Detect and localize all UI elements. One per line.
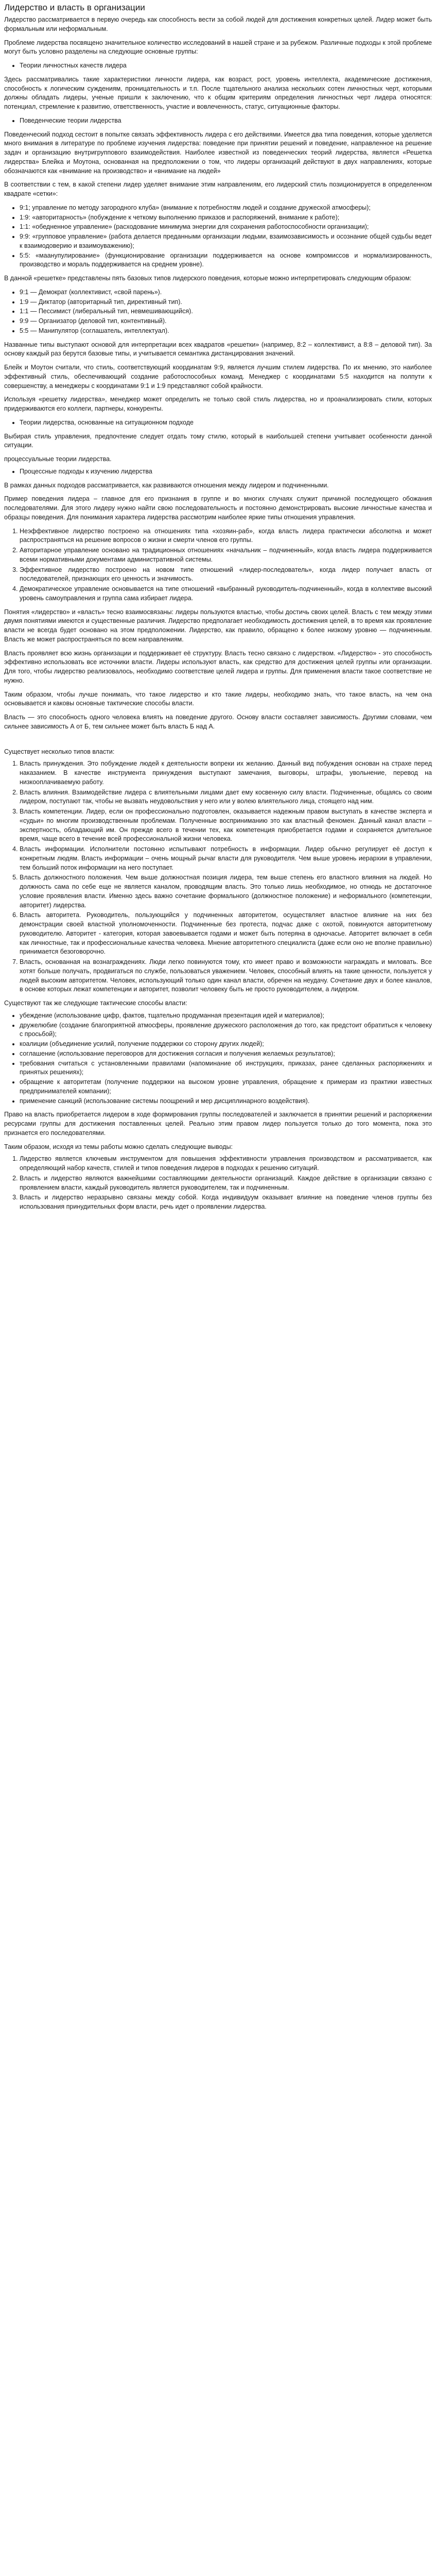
paragraph: Проблеме лидерства посвящено значительное количество исследований в нашей стране и за рубежом. Различные подходы к этой проблеме могут быть условно разделены на следующие основные группы: [4, 39, 432, 56]
list-item: • соглашение (использование переговоров для достижения согласия и получения желаемых результатов); [20, 1049, 432, 1059]
list-item: • Процессные подходы к изучению лидерства [20, 467, 432, 477]
paragraph: Блейк и Моутон считали, что стиль, соответствующий координатам 9:9, является лучшим стилем лидерства. По их мнению, это наиболее эффективный стиль, обеспечивающий создание работоспособных команд. Менеджер с координатами 5:5 находится на полпути к совершенству, а менеджеры с координатами 9:1 и 1:9 представляют собой крайности. [4, 364, 432, 389]
paragraph: Понятия «лидерство» и «власть» тесно взаимосвязаны: лидеры пользуются властью, чтобы достичь своих целей. Власть с тем между этими двумя понятиями имеются и существенные различия. Лидерство предполагает необходимость достижения целей, в то время как проявление власти не всегда будет основано на этом предположении. Лидерство, как правило, обращено к более низкому уровню — подчиненным. Власть же может распространяться по всем направлениям. [4, 608, 432, 643]
list-item: • дружелюбие (создание благоприятной атмосферы, проявление дружеского расположения до того, как предстоит обратиться к человеку с просьбой); [20, 1021, 432, 1040]
list-item: • 1:9 — Диктатор (авторитарный тип, директивный тип). [20, 298, 432, 307]
paragraph: Право на власть приобретается лидером в ходе формирования группы последователей и заключается в принятии решений и распоряжении ресурсами группы для достижения поставленных целей. Реально этим правом лидер пользуется только до того момента, пока это признается его последователями. [4, 1111, 432, 1137]
theory-group-list [4, 116, 432, 126]
paragraph: Выбирая стиль управления, предпочтение следует отдать тому стилю, который в наибольшей степени учитывает особенности данной ситуации. [4, 432, 432, 449]
paragraph: Власть проявляет всю жизнь организации и поддерживает её структуру. Власть тесно связано с лидерством. «Лидерство» - это способность эффективно использовать все источники власти. Лидеры используют власть, как средство для достижения целей группы или организации. Для того, чтобы лидерство реализовалось, необходимо соответствие целей лидера и группы. Для применения власти такое соответствие не нужно. [4, 649, 432, 684]
paragraph: Здесь рассматривались такие характеристики личности лидера, как возраст, рост, уровень интеллекта, академические достижения, способность к логическим суждениям, проницательность и т.п. После тщательного анализа нескольких сотен личностных черт, которыми должны обладать лидеры, ученые пришли к заключению, что к общим критериям определения личностных черт лидера относятся: потенциал, стремление к развитию, ответственность, участие и вовлеченность, статус, ситуационные факторы. [4, 75, 432, 111]
list-item: 1. Лидерство является ключевым инструментом для повышения эффективности управления производством и рассматривается, как определяющий набор качеств, стилей и типов поведения лидеров в подходах к решению ситуаций. [20, 1155, 432, 1173]
paragraph: В соответствии с тем, в какой степени лидер уделяет внимание этим направлениям, его лидерский стиль позиционируется в определенном квадрате «сетки»: [4, 181, 432, 198]
list-item: 2. Власть влияния. Взаимодействие лидера с влиятельными лицами дает ему косвенную силу власти. Подчиненные, общаясь со своим лидером, поступают так, чтобы не вызвать неудовольствия у него или у волею влиятельного лица, стоящего над ним. [20, 788, 432, 807]
theory-group-list [4, 418, 432, 428]
power-types-list [4, 759, 432, 994]
paragraph: Власть — это способность одного человека влиять на поведение другого. Основу власти составляет зависимость. Другими словами, чем сильнее зависимость А от Б, тем сильнее может быть власть Б над А. [4, 714, 432, 730]
page-title: Лидерство и власть в организации [4, 3, 145, 12]
list-item: 6. Власть авторитета. Руководитель, пользующийся у подчиненных авторитетом, осуществляет властное влияние на них без демонстрации своей властной уполномоченности. Подчиненные без протеста, подчас даже с охотой, повинуются авторитетному руководителю. Авторитет - категория, которая завоевывается годами и может быть потеряна в одночасье. Авторитет включает в себя как личностные, так и профессиональные качества человека. Мнение авторитетного специалиста (даже если оно не вполне правильно) принимается безоговорочно. [20, 911, 432, 957]
paragraph: В данной «решетке» представлены пять базовых типов лидерского поведения, которые можно интерпретировать следующим образом: [4, 275, 412, 282]
paragraph: Названные типы выступают основой для интерпретации всех квадратов «решетки» (например, 8:2 – коллективист, а 8:8 – деловой тип). За основу каждый раз берутся базовые типы, и учитывается семантика дистанцирования значений. [4, 341, 432, 358]
list-item: • коалиции (объединение усилий, получение поддержки со сторону других людей); [20, 1040, 432, 1049]
list-item: • 1:1: «обедненное управление» (расходование минимума энергии для сохранения работоспособности организации); [20, 223, 432, 232]
list-item: • 9:9 — Организатор (деловой тип, контентивный). [20, 317, 432, 326]
list-item: • 1:9: «авторитарность» (побуждение к четкому выполнению приказов и распоряжений, внимание к работе); [20, 213, 432, 223]
list-item: • Теории лидерства, основанные на ситуационном подходе [20, 418, 432, 428]
list-item: 4. Демократическое управление основывается на типе отношений «выбранный руководитель-подчиненный», когда в коллективе высокий уровень самоуправления и группа сама избирает лидера. [20, 585, 432, 603]
list-item: • 9:1; управление по методу загородного клуба» (внимание к потребностям людей и создание дружеской атмосферы); [20, 204, 432, 213]
list-item: 5. Власть должностного положения. Чем выше должностная позиция лидера, тем выше степень его властного влияния на людей. Но должность сама по себе еще не является каналом, проводящим власть. Это только лишь необходимое, но отнюдь не достаточное условие проявления власти. Именно здесь важно сочетание формального (должностное положение) и неформального (компетенции, авторитет) лидерства. [20, 873, 432, 910]
list-item: 2. Власть и лидерство являются важнейшими составляющими деятельности организаций. Каждое действие в организации связано с проявлением власти, каждый руководитель является руководителем, так и подчиненным. [20, 1174, 432, 1193]
conclusions-list [4, 1155, 432, 1212]
paragraph: В рамках данных подходов рассматривается, как развиваются отношения между лидером и подчиненными. [4, 481, 329, 489]
document-page [0, 0, 436, 1223]
list-item: 4. Власть информации. Исполнители постоянно испытывают потребность в информации. Лидер обычно регулирует её доступ к конкретным людям. Власть информации – очень мощный рычаг власти для руководителя. Чем выше уровень иерархии в управлении, тем больший поток информации на него поступает. [20, 845, 432, 872]
list-item: • 5:5: «маанупулирование» (функционирование организации поддерживается на основе компромиссов и нормализированность, производство и мораль поддерживается на среднем уровне). [20, 251, 432, 270]
list-item: 3. Власть компетенции. Лидер, если он профессионально подготовлен, оказывается надежным правом выступать в качестве эксперта и «судьи» по многим производственным проблемам. Полученные восприниманию это как властный феномен. Данный канал власти – экспертность, обладающий им. Он прежде всего в течении тех, как компетенция приобретается годами и сохраняется длительное время, чаще всего в течение всей профессиональной жизни человека. [20, 807, 432, 844]
list-item: • 5:5 — Манипулятор (соглашатель, интеллектуал). [20, 327, 432, 336]
list-item: 3. Эффективное лидерство построено на новом типе отношений «лидер-последователь», когда лидер получает власть от последователей, признающих его ценность и значимость. [20, 566, 432, 584]
list-item: • 9:9: «групповое управление» (работа делается преданными организации людьми, взаимозависимость и осознание общей судьбы ведет к взаимодоверию и взаимоуважению); [20, 232, 432, 251]
grid-types-list [4, 288, 432, 336]
list-item: • 9:1 — Демократ (коллективист, «свой парень»). [20, 288, 432, 297]
list-item: • 1:1 — Пессимист (либеральный тип, невмешивающийся). [20, 307, 432, 316]
paragraph: процессуальные теории лидерства. [4, 455, 112, 463]
spacer [4, 736, 432, 748]
list-item: • обращение к авторитетам (получение поддержки на высоком уровне управления, обращение к примерам из практики известных предпринимателей компании); [20, 1078, 432, 1096]
list-item: 7. Власть, основанная на вознаграждениях. Люди легко повинуются тому, кто имеет право и возможности награждать и миловать. Все хотят больше получать, продвигаться по службе, пользоваться уважением. Человек, способный влиять на такие ценности, пользуется у людей высоким авторитетом. Человек, использующий только один канал власти, обречен на неудачу. Сочетание двух и более каналов, в основе которых лежат компетенции и авторитет, позволит человеку быть не просто руководителем, а лидером. [20, 958, 432, 994]
list-item: • требования считаться с установленными правилами (напоминание об инструкциях, приказах, ранее сделанных распоряжениях и принятых решениях); [20, 1059, 432, 1078]
paragraph: Используя «решетку лидерства», менеджер может определить не только свой стиль лидерства, но и проанализировать стили, которых придерживаются его коллеги, партнеры, конкуренты. [4, 396, 432, 413]
list-item: • Поведенческие теории лидерства [20, 116, 432, 126]
paragraph: Пример поведения лидера – главное для его признания в группе и во многих случаях служит причиной последующего обожания последователями. Для этого лидеру нужно найти свою последовательность и постоянно демонстрировать высокие личностные качества и образцы поведения. Для понимания характера лидерства рассмотрим наиболее яркие типы отношения управления. [4, 495, 432, 521]
list-item: • Теории личностных качеств лидера [20, 61, 432, 71]
list-item: 1. Неэффективное лидерство построено на отношениях типа «хозяин-раб», когда власть лидера практически абсолютна и может распространяться на решение вопросов о жизни и смерти членов его группы. [20, 527, 432, 546]
list-item: • убеждение (использование цифр, фактов, тщательно продуманная презентация идей и материалов); [20, 1011, 432, 1021]
paragraph: Лидерство рассматривается в первую очередь как способность вести за собой людей для достижения конкретных целей. Лидер может быть формальным или неформальным. [4, 16, 432, 32]
list-item: 3. Власть и лидерство неразрывно связаны между собой. Когда индивидуум оказывает влияние на поведение членов группы без использования принудительных форм власти, речь идет о проявлении лидерства. [20, 1193, 432, 1212]
paragraph: Существует несколько типов власти: [4, 748, 115, 755]
theory-group-list [4, 61, 432, 71]
grid-positions-list [4, 204, 432, 269]
paragraph: Поведенческий подход сестоит в попытке связать эффективность лидера с его действиями. Имеется два типа поведения, которые уделяется много внимания в литературе по проблеме изучения лидерства: поведение при принятии решений и поведение, направленное на решение задач и организацию внутригруппового взаимодействия. Наиболее известной из поведенческих теорий лидерства, является «Решетка лидерства» Блейка и Моутона, основанная на предположении о том, что лидеры организаций действуют в двух направлениях, которые обозначаются как «внимание на производство» и «внимание на людей» [4, 130, 432, 175]
paragraph: Существуют так же следующие тактические способы власти: [4, 999, 187, 1007]
list-item: • применение санкций (использование системы поощрений и мер дисциплинарного воздействия). [20, 1097, 432, 1106]
paragraph: Таким образом, чтобы лучше понимать, что такое лидерство и кто такие лидеры, необходимо знать, что такое власть, на чем она основывается и каковы основные тактические способы власти. [4, 690, 432, 707]
relation-types-list [4, 527, 432, 603]
theory-group-list [4, 467, 432, 477]
list-item: 2. Авторитарное управление основано на традиционных отношениях «начальник – подчиненный», когда власть лидера поддерживается всеми нормативными документами административной системы. [20, 546, 432, 565]
list-item: 1. Власть принуждения. Это побуждение людей к деятельности вопреки их желанию. Данный вид побуждения основан на страхе перед наказанием. В качестве инструмента принуждения выступают замечания, выговоры, штрафы, увольнение, перевод на низкооплачиваемую работу. [20, 759, 432, 787]
paragraph: Таким образом, исходя из темы работы можно сделать следующие выводы: [4, 1143, 233, 1150]
tactics-list [4, 1011, 432, 1106]
